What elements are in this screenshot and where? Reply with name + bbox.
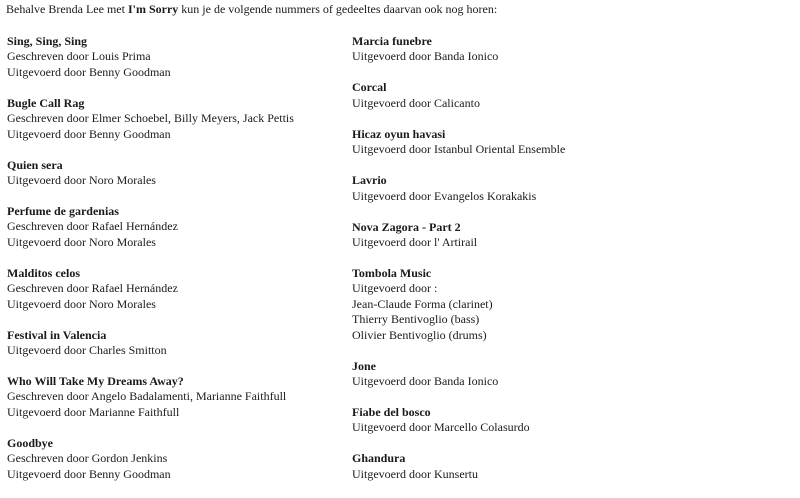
song-title: Sing, Sing, Sing <box>7 34 88 48</box>
song-credit: Geschreven door Rafael Hernández <box>7 281 178 296</box>
song-credit: Geschreven door Angelo Badalamenti, Marianne Faithfull <box>7 389 287 404</box>
song-item <box>352 359 792 390</box>
song-item <box>352 220 792 251</box>
song-credit: Geschreven door Gordon Jenkins <box>7 451 168 466</box>
song-item <box>7 374 337 420</box>
song-title: Marcia funebre <box>352 34 432 48</box>
song-title: Who Will Take My Dreams Away? <box>7 374 184 389</box>
song-item <box>7 266 337 312</box>
song-credit: Uitgevoerd door Benny Goodman <box>7 64 171 79</box>
song-credit: Uitgevoerd door Charles Smitton <box>7 343 167 358</box>
song-item <box>352 173 792 204</box>
song-title: Malditos celos <box>7 265 80 280</box>
song-credit: Uitgevoerd door Kunsertu <box>352 466 478 481</box>
song-credit: Uitgevoerd door Banda Ionico <box>352 49 499 64</box>
song-item <box>352 451 792 482</box>
song-credit: Uitgevoerd door Noro Morales <box>7 296 156 311</box>
song-item <box>352 80 792 111</box>
intro-after: kun je de volgende nummers of gedeeltes daarvan ook nog horen: <box>178 2 498 16</box>
song-credit: Uitgevoerd door Benny Goodman <box>7 126 171 141</box>
song-title: Tombola Music <box>352 266 432 281</box>
song-title: Nova Zagora - Part 2 <box>352 219 461 234</box>
song-credit: Uitgevoerd door Istanbul Oriental Ensemble <box>352 142 566 157</box>
song-title: Jone <box>352 358 376 373</box>
song-credit: Uitgevoerd door Banda Ionico <box>352 374 499 389</box>
song-credit: Geschreven door Elmer Schoebel, Billy Meyers, Jack Pettis <box>7 111 294 126</box>
song-credit: Geschreven door Louis Prima <box>7 49 151 64</box>
song-credit: Uitgevoerd door l' Artirail <box>352 235 478 250</box>
song-title: Ghandura <box>352 451 406 466</box>
intro-text <box>6 2 497 17</box>
song-credit: Uitgevoerd door Evangelos Korakakis <box>352 188 537 203</box>
song-title: Perfume de gardenias <box>7 204 119 219</box>
song-item <box>7 436 337 482</box>
song-credit: Uitgevoerd door Marianne Faithfull <box>7 404 180 419</box>
song-item <box>7 158 337 189</box>
song-title: Fiabe del bosco <box>352 405 431 420</box>
song-credit: Uitgevoerd door : <box>352 281 438 296</box>
song-credit: Uitgevoerd door Noro Morales <box>7 173 156 188</box>
song-credit: Thierry Bentivoglio (bass) <box>352 312 480 327</box>
song-credit: Uitgevoerd door Noro Morales <box>7 234 156 249</box>
intro-song-title: I'm Sorry <box>127 2 179 16</box>
song-credit: Olivier Bentivoglio (drums) <box>352 327 487 342</box>
intro-before: Behalve Brenda Lee met <box>6 2 128 16</box>
song-item <box>7 96 337 142</box>
song-credit: Uitgevoerd door Calicanto <box>352 95 480 110</box>
song-title: Quien sera <box>7 157 63 172</box>
song-item <box>352 266 792 343</box>
song-title: Corcal <box>352 80 387 95</box>
song-credit: Jean-Claude Forma (clarinet) <box>352 296 493 311</box>
song-title: Bugle Call Rag <box>7 95 85 110</box>
song-credit: Geschreven door Rafael Hernández <box>7 219 178 234</box>
right-song-column <box>352 34 792 498</box>
song-item <box>7 34 337 80</box>
song-item <box>352 405 792 436</box>
song-item <box>352 34 792 65</box>
song-item <box>7 204 337 250</box>
song-title: Lavrio <box>352 173 387 188</box>
song-title: Hicaz oyun havasi <box>352 126 446 141</box>
song-title: Festival in Valencia <box>7 327 107 342</box>
song-credit: Uitgevoerd door Benny Goodman <box>7 466 171 481</box>
song-item <box>352 127 792 158</box>
song-credit: Uitgevoerd door Marcello Colasurdo <box>352 420 530 435</box>
song-item <box>7 328 337 359</box>
song-title: Goodbye <box>7 435 54 450</box>
left-song-column <box>7 34 337 498</box>
